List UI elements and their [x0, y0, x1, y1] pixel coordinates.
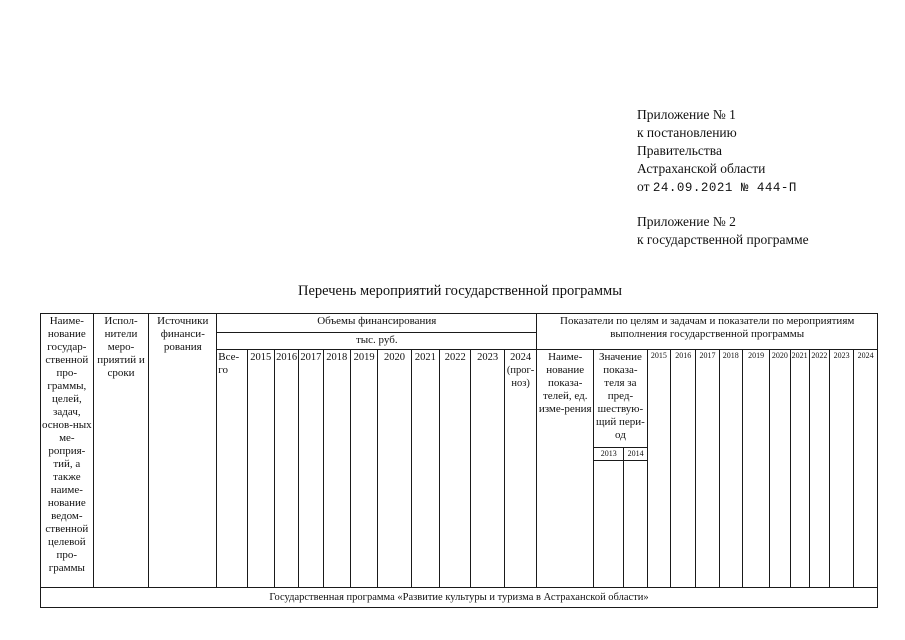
previous-year-header: 2013 [594, 448, 624, 461]
funding-year-header: 2024 (прог-ноз) [504, 350, 537, 588]
funding-year-header: 2020 [378, 350, 411, 588]
empty-cell [624, 461, 647, 587]
funding-year-header: 2018 [323, 350, 350, 588]
header-funding-volumes: Объемы финансирования [217, 314, 537, 333]
annex-1-date-line [637, 178, 797, 197]
annex-1-block [637, 106, 797, 197]
header-program-name: Наиме-нование государ-ственной про-граммы, целей, задач, основ-ных ме-роприя-тий, а также наиме-нование ведом-ственной целевой про-граммы [41, 314, 94, 588]
indicator-year-header: 2020 [770, 350, 790, 588]
header-previous-value: Значение показа-теля за пред-шествую-щий пери-од [594, 350, 648, 448]
annex-1-line-2: к постановлению [637, 125, 737, 140]
indicator-year-header: 2021 [790, 350, 809, 588]
annex-1-line-4: Астраханской области [637, 161, 766, 176]
funding-year-header: 2015 [247, 350, 274, 588]
indicator-year-header: 2024 [854, 350, 878, 588]
date-prefix: от [637, 179, 650, 194]
document-title: Перечень мероприятий государственной программы [298, 283, 622, 299]
funding-year-header: 2017 [299, 350, 323, 588]
annex-2-block [637, 213, 809, 249]
previous-year-header: 2014 [624, 448, 647, 461]
indicator-year-header: 2023 [830, 350, 854, 588]
indicator-year-header: 2018 [719, 350, 742, 588]
header-indicator-name: Наиме-нование показа-телей, ед. изме-рения [537, 350, 594, 588]
funding-year-header: 2016 [274, 350, 298, 588]
indicator-year-header: 2019 [742, 350, 769, 588]
funding-year-header: 2023 [471, 350, 504, 588]
annex-1-line-3: Правительства [637, 143, 722, 158]
empty-cell [594, 461, 624, 587]
header-indicators: Показатели по целям и задачам и показатели по мероприятиям выполнения государственной программы [537, 314, 878, 350]
header-funding-unit: тыс. руб. [217, 333, 537, 350]
annex-1-line-1: Приложение № 1 [637, 107, 736, 122]
funding-year-header: 2021 [411, 350, 439, 588]
funding-year-header: 2022 [440, 350, 471, 588]
indicator-year-header: 2015 [647, 350, 670, 588]
funding-year-header: 2019 [350, 350, 377, 588]
indicator-year-header: 2022 [809, 350, 829, 588]
indicator-year-header: 2017 [696, 350, 719, 588]
header-total: Все-го [217, 350, 247, 588]
indicator-year-header: 2016 [671, 350, 696, 588]
date-value: 24.09.2021 № 444-П [652, 181, 797, 195]
header-funding-sources: Источники финанси-рования [149, 314, 217, 588]
measures-table [40, 313, 878, 608]
annex-2-line-2: к государственной программе [637, 232, 809, 247]
header-executors: Испол-нители меро-приятий и сроки [93, 314, 149, 588]
annex-2-line-1: Приложение № 2 [637, 214, 736, 229]
program-name-row: Государственная программа «Развитие культуры и туризма в Астраханской области» [41, 587, 878, 607]
